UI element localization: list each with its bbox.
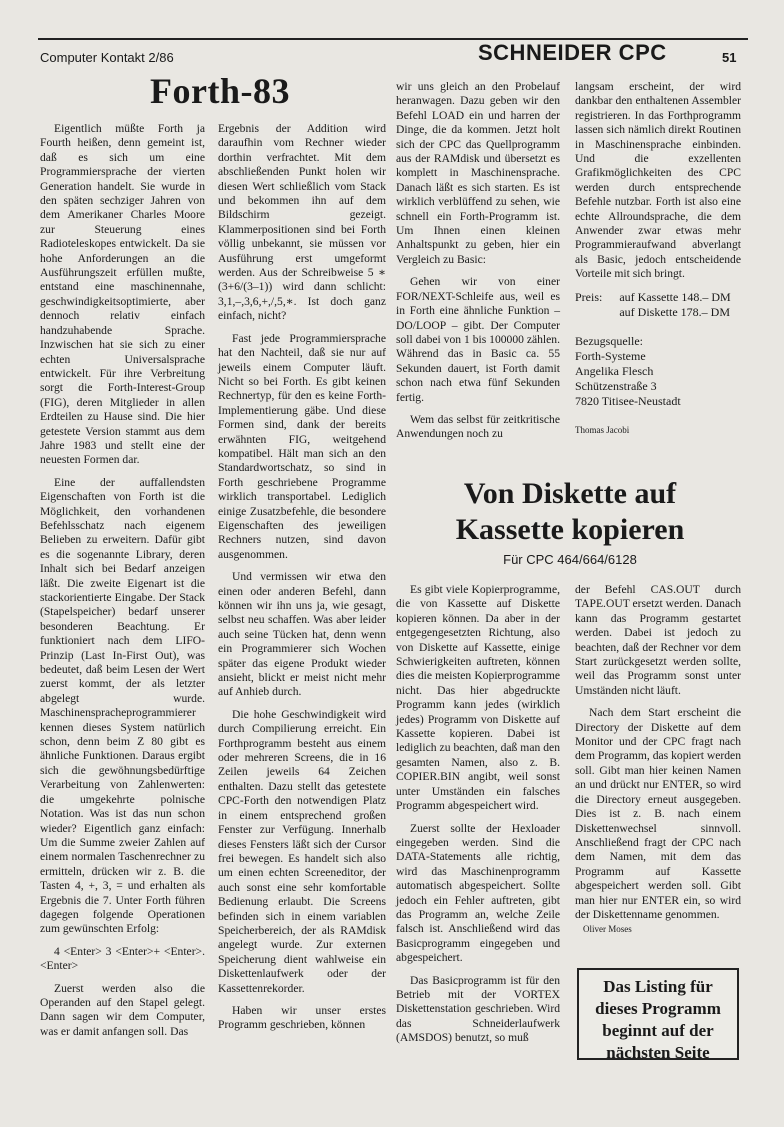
paragraph: Haben wir unser erstes Programm geschrieben, können: [218, 1003, 386, 1032]
source-line: 7820 Titisee-Neustadt: [575, 393, 681, 408]
page-number: 51: [722, 50, 737, 65]
paragraph: Das Basicprogramm ist für den Betrieb mit der VORTEX Diskettenstation geschrieben. Wird das Schneiderlaufwerk (AMSDOS) benutzt, so muß: [396, 973, 560, 1045]
paragraph: Wem das selbst für zeitkritische Anwendungen noch zu: [396, 412, 560, 441]
author-forth: Thomas Jacobi: [575, 424, 630, 435]
notice-line: nächsten Seite: [606, 1043, 710, 1062]
price-cassette: auf Kassette 148.– DM: [619, 289, 731, 304]
kopieren-column-2: [575, 583, 741, 937]
section-title: SCHNEIDER CPC: [478, 40, 667, 65]
paragraph: Und vermissen wir etwa den einen oder anderen Befehl, dann können wir ihn uns ja, wie gesagt, selbst neu schaffen. Was aber leider auch seine Tücken hat, denn wenn ein Programmierer sich Wochen später das eigene Produkt wieder ansieht, blickt er meist nicht mehr auf Anhieb durch.: [218, 570, 386, 699]
forth-column-2: [218, 122, 386, 1041]
author-kopieren: Oliver Moses: [583, 924, 632, 935]
source-line: Bezugsquelle:: [575, 333, 643, 348]
paragraph: Es gibt viele Kopierprogramme, die von Kassette auf Diskette kopieren können. Da aber in der entgegengesetzten Richtung, also von Diskette auf Kassette, einige Schwierigkeiten auftreten, können dies die meisten Kopierprogramme nicht. Das hier abgedruckte Programm kann jedes (wirklich jedes) Programm von Diskette auf Kassette kopieren. Dabei ist lediglich zu beachten, daß man den gesamten Namen, also z. B. COPIER.BIN angibt, weil sonst unter Umständen ein falsches Programm abgespeichert wird.: [396, 583, 560, 813]
price-block: [575, 290, 741, 320]
listing-notice-box: [577, 968, 739, 1060]
forth-column-4: [575, 80, 741, 437]
paragraph: langsam erscheint, der wird dankbar den enthaltenen Assembler registrieren. In das Forthprogramm lassen sich nämlich direkt Routinen in Maschinensprache einbinden. Und die exzellenten Grafikmöglichkeiten des CPC werden durch entsprechende Befehle nutzbar. Forth ist also eine echte Allroundsprache, die dem Anwender zwar etwas mehr Programmieraufwand abverlangt als Basic, jedoch entscheidende Vorteile mit sich bringt.: [575, 80, 741, 281]
paragraph: Fast jede Programmiersprache hat den Nachteil, daß sie nur auf jeweils einem Computer läuft. Nicht so bei Forth. Es gibt keinen Rechnertyp, für den es keine Forth-Implementierung gäbe. Und diese Formen sind, dank der bereits erwähnten FIG, weitgehend kompatibel. Hält man sich an den Standardwortschatz, so sind in Forth geschriebene Programme wirklich transportabel. Lediglich einige Zusatzbefehle, die besondere Eigenschaften des jeweiligen Rechners nutzen, sind davon ausgenommen.: [218, 331, 386, 561]
notice-line: beginnt auf der: [602, 1021, 714, 1040]
paragraph: Zuerst sollte der Hexloader eingegeben werden. Sind die DATA-Statements alle richtig, wird das Maschinenprogramm automatisch abgespeichert. Sollte jedoch ein Fehler auftreten, gibt das Programm an, welche Zeile falsch ist. Anschließend wird das Basicprogramm eingegeben und abgespeichert.: [396, 821, 560, 965]
paragraph: Zuerst werden also die Operanden auf den Stapel gelegt. Dann sagen wir dem Computer, was er damit anfangen soll. Das: [40, 981, 205, 1038]
paragraph: Gehen wir von einer FOR/NEXT-Schleife aus, weil es in Forth eine ähnliche Funktion – DO/LOOP – gibt. Der Computer soll dabei von 1 bis 100000 zählen. Während das in Basic ca. 55 Sekunden dauert, ist Forth damit schon nach etwa fünf Sekunden fertig.: [396, 275, 560, 404]
kopieren-column-1: [396, 583, 560, 1054]
source-line: Forth-Systeme: [575, 348, 646, 363]
paragraph: der Befehl CAS.OUT durch TAPE.OUT ersetzt werden. Danach kann das Programm gestartet werden. Dabei ist jedoch zu beachten, daß der Rechner vor dem Start zurückgesetzt werden sollte, weil das Programm sonst unter Umständen nicht läuft.: [575, 583, 741, 697]
price-diskette: auf Diskette 178.– DM: [619, 304, 730, 319]
article-title-kopieren: [400, 476, 740, 548]
source-line: Angelika Flesch: [575, 363, 654, 378]
paragraph: Eine der auffallendsten Eigenschaften von Forth ist die Möglichkeit, den vorhandenen Befehlsschatz nach eigenem Belieben zu erweitern. Dafür gibt es die sogenannte Library, deren Inhalt sich bei Bedarf anzeigen läßt. Die zweite Eigenart ist die stackorientierte Eingabe. Der Stack (Stapelspeicher) bedarf unserer besonderen Beachtung. Er funktioniert nach dem LIFO-Prinzip (Last In-First Out), was bedeutet, daß beim Lesen der Wert zuerst kommt, der als letzter abgelegt wurde. Maschinenspracheprogrammierer kennen dieses System natürlich schon, denn beim Z 80 gibt es ähnliche Funktionen. Daraus ergibt sich die gewöhnungsbedürftige Verarbeitung von Zahlenwerten: die umgekehrte polnische Notation. Was ist das nun schon wieder? Eigentlich ganz einfach: Um die Summe zweier Zahlen auf einem normalen Taschenrechner zu ermitteln, drücken wir z. B. die Tasten 4, +, 3, = und erhalten als Ergebnis die 7. Unter Forth führen dagegen folgende Operationen zum gewünschten Erfolg:: [40, 475, 205, 936]
article-subtitle: Für CPC 464/664/6128: [503, 552, 637, 567]
notice-line: dieses Programm: [595, 999, 721, 1018]
magazine-issue: Computer Kontakt 2/86: [40, 50, 174, 65]
title-line: Kassette kopieren: [455, 513, 685, 546]
source-line: Schützenstraße 3: [575, 378, 657, 393]
forth-column-1: [40, 122, 205, 1047]
forth-column-3: [396, 80, 560, 450]
paragraph: wir uns gleich an den Probelauf heranwagen. Dazu geben wir den Befehl LOAD ein und harren der Dinge, die da kommen. Jetzt holt sich der CPC das Quellprogramm aus der RAMdisk und übersetzt es komplett in Maschinensprache. Danach läßt es sich starten. Es ist wirklich verblüffend zu sehen, wie schnell ein Forth-Programm ist. Um Ihnen einen kleinen Anhaltspunkt zu geben, hier ein Vergleich zu Basic:: [396, 80, 560, 266]
article-title-forth: Forth-83: [150, 71, 290, 111]
paragraph: Eigentlich müßte Forth ja Fourth heißen, denn gemeint ist, daß es sich um eine Programmiersprache der vierten Generation handelt. Sie wurde in den späten sechziger Jahren von dem Amerikaner Charles Moore zur Steuerung eines Radioteleskopes entwickelt. Da sie hohe Anforderungen an die Ausführungszeit erfüllen mußte, entstand eine maschinennahe, geschwindigkeitsoptimierte, aber dennoch relativ einfach handzuhabende Sprache. Inzwischen hat sie sich zu einer echten Universalsprache entwickelt. Für ihre Verbreitung sorgt die Forth-Interest-Group (FIG), deren Mitglieder in allen Erdteilen zu Hause sind. Die hier getestete Version stammt aus dem Jahre 1983 und stellt eine der neuesten Formen dar.: [40, 122, 205, 467]
paragraph: Ergebnis der Addition wird daraufhin vom Rechner wieder dorthin verfrachtet. Mit dem abschließenden Punkt holen wir diesen Wert schließlich vom Stack und bekommen ihn auf dem Bildschirm gezeigt. Klammerpositionen sind bei Forth völlig unbekannt, sie müssen vor Ausführung erst umgeformt werden. Aus der Schreibweise 5 ∗ (3+6/(3–1)) wird dann schlicht: 3,1,–,3,6,+,/,5,∗. Ist doch ganz einfach, nicht?: [218, 122, 386, 323]
price-label: Preis:: [575, 289, 603, 304]
notice-line: Das Listing für: [603, 977, 713, 996]
source-address: [575, 334, 741, 409]
title-line: Von Diskette auf: [463, 477, 677, 510]
paragraph: Die hohe Geschwindigkeit wird durch Compilierung erreicht. Ein Forthprogramm besteht aus einem oder mehreren Screens, die in 16 Zeilen jeweils 64 Zeichen enthalten. Dazu stellt das getestete CPC-Forth den notwendigen Platz in einem entsprechend großen Fenster zur Verfügung. Innerhalb dieses Fensters läßt sich der Cursor frei bewegen. Es handelt sich also um einen echten Screeneditor, der auch sonst eine sehr komfortable Bedienung erlaubt. Die Screens befinden sich in einem variablen Speicherbereich, der als RAMdisk angelegt wurde. Zur externen Speicherung dient wahlweise ein Diskettenlaufwerk oder der Kassettenrekorder.: [218, 707, 386, 995]
paragraph: Nach dem Start erscheint die Directory der Diskette auf dem Monitor und der CPC fragt nach dem Programm, das kopiert werden soll. Gibt man hier keinen Namen an und drückt nur ENTER, so wird die Directory erneut ausgegeben. Dies ist z. B. nach einem Diskettenwechsel sinnvoll. Anschließend fragt der CPC nach dem Namen, mit dem das Programm auf Kassette abgespeichert werden soll. Gibt man hier nur ENTER ein, so wird der Diskettenname genommen.: [575, 706, 741, 921]
code-example: 4 <Enter> 3 <Enter>+ <Enter>. <Enter>: [40, 944, 205, 973]
